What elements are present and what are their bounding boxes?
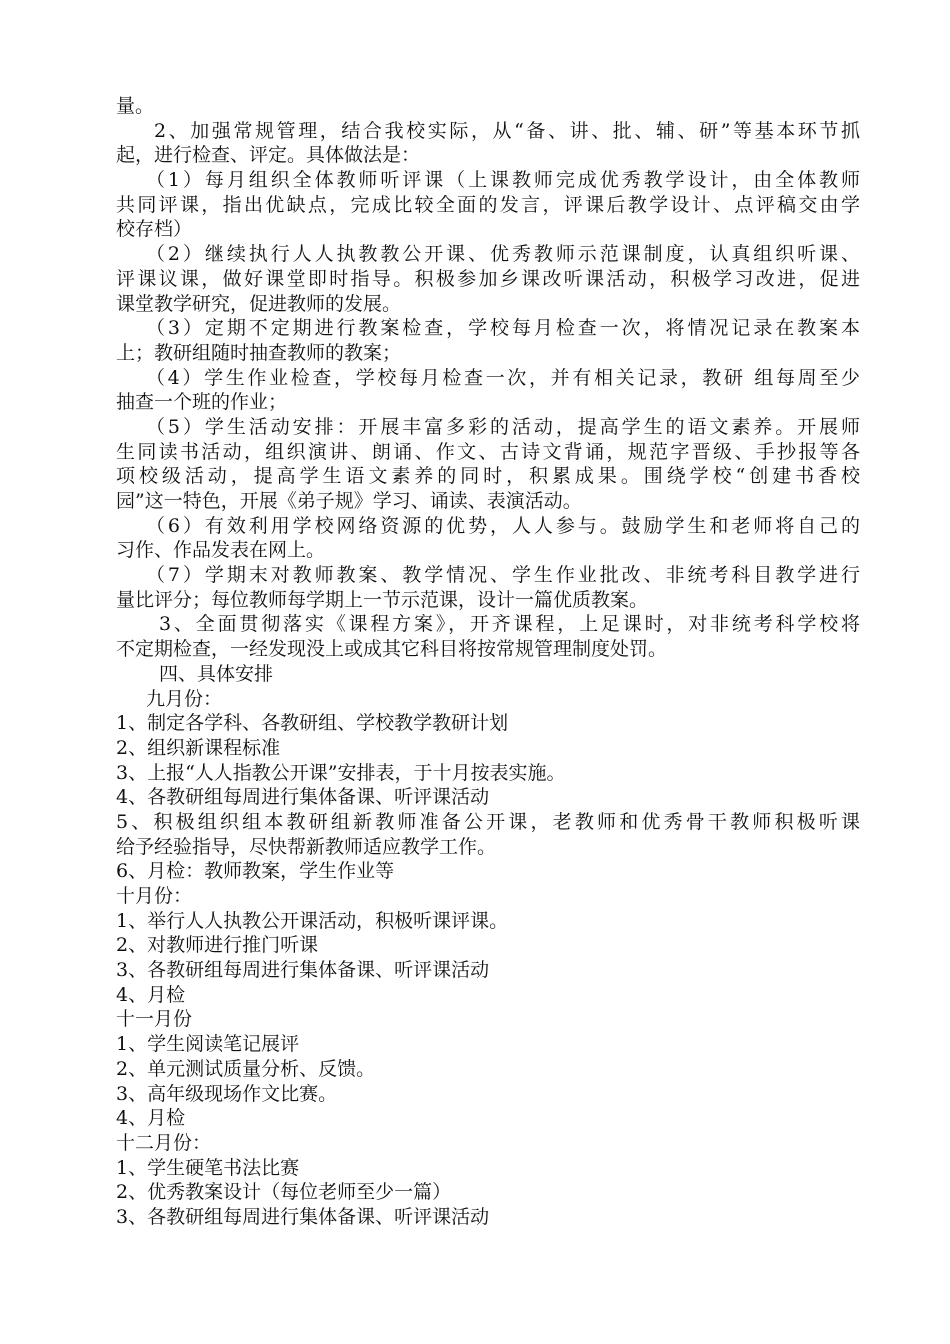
text-line: （4）学生作业检查，学校每月检查一次，并有相关记录，教研 组每周至少 bbox=[146, 366, 860, 389]
list-item: 3、各教研组每周进行集体备课、听评课活动 bbox=[116, 959, 490, 982]
text-line: 项校级活动，提高学生语文素养的同时，积累成果。围绕学校“创建书香校 bbox=[116, 465, 860, 488]
list-item: 4、各教研组每周进行集体备课、听评课活动 bbox=[116, 786, 490, 809]
list-item: 3、上报“人人指教公开课”安排表，于十月按表实施。 bbox=[116, 761, 566, 784]
list-item: 2、对教师进行推门听课 bbox=[116, 934, 319, 957]
text-line: 2、加强常规管理，结合我校实际，从“备、讲、批、辅、研”等基本环节抓 bbox=[154, 119, 860, 142]
text-line: 评课议课，做好课堂即时指导。积极参加乡课改听课活动，积极学习改进，促进 bbox=[116, 267, 860, 290]
text-line: （7）学期末对教师教案、教学情况、学生作业批改、非统考科目教学进行 bbox=[146, 564, 860, 587]
list-item: 2、优秀教案设计（每位老师至少一篇） bbox=[116, 1181, 452, 1204]
text-line: （2）继续执行人人执教教公开课、优秀教师示范课制度，认真组织听课、 bbox=[146, 243, 860, 266]
month-heading: 十二月份： bbox=[116, 1131, 212, 1154]
text-line: 3、全面贯彻落实《课程方案》，开齐课程，上足课时，对非统考科学校将 bbox=[159, 613, 860, 636]
text-line: 起，进行检查、评定。具体做法是： bbox=[116, 144, 421, 167]
list-item: 3、高年级现场作文比赛。 bbox=[116, 1082, 338, 1105]
text-line: （5）学生活动安排：开展丰富多彩的活动，提高学生的语文素养。开展师 bbox=[146, 415, 860, 438]
list-item: 给予经验指导，尽快帮新教师适应教学工作。 bbox=[116, 835, 497, 858]
list-item: 4、月检 bbox=[116, 983, 186, 1006]
text-line: （6）有效利用学校网络资源的优势，人人参与。鼓励学生和老师将自己的 bbox=[146, 514, 860, 537]
text-line: 不定期检查，一经发现没上或成其它科目将按常规管理制度处罚。 bbox=[116, 638, 668, 661]
text-line: 量。 bbox=[116, 95, 155, 117]
text-line: 量比评分；每位教师每学期上一节示范课，设计一篇优质教案。 bbox=[116, 588, 649, 611]
text-line: （3）定期不定期进行教案检查，学校每月检查一次，将情况记录在教案本 bbox=[146, 317, 860, 340]
text-line: 校存档） bbox=[116, 218, 193, 241]
list-item: 1、学生阅读笔记展评 bbox=[116, 1033, 300, 1056]
section-heading: 四、具体安排 bbox=[159, 662, 274, 685]
list-item: 6、月检：教师教案，学生作业等 bbox=[116, 860, 395, 883]
list-item: 2、单元测试质量分析、反馈。 bbox=[116, 1057, 376, 1080]
text-line: 共同评课，指出优缺点，完成比较全面的发言，评课后教学设计、点评稿交由学 bbox=[116, 193, 860, 216]
text-line: 园”这一特色，开展《弟子规》学习、诵读、表演活动。 bbox=[116, 490, 582, 512]
text-line: 习作、作品发表在网上。 bbox=[116, 539, 326, 562]
list-item: 2、组织新课程标准 bbox=[116, 736, 281, 759]
list-item: 5、积极组织组本教研组新教师准备公开课，老教师和优秀骨干教师积极听课 bbox=[116, 810, 860, 833]
text-line: （1）每月组织全体教师听评课（上课教师完成优秀教学设计，由全体教师 bbox=[146, 169, 860, 192]
document-page bbox=[116, 94, 860, 1230]
month-heading: 十月份： bbox=[116, 885, 193, 907]
text-line: 课堂教学研究，促进教师的发展。 bbox=[116, 292, 402, 315]
month-heading: 十一月份 bbox=[116, 1008, 193, 1031]
list-item: 1、制定各学科、各教研组、学校教学教研计划 bbox=[116, 712, 509, 735]
list-item: 1、举行人人执教公开课活动，积极听课评课。 bbox=[116, 909, 509, 932]
list-item: 4、月检 bbox=[116, 1107, 186, 1130]
text-line: 上；教研组随时抽查教师的教案； bbox=[116, 341, 402, 364]
text-line: 抽查一个班的作业； bbox=[116, 391, 288, 414]
list-item: 3、各教研组每周进行集体备课、听评课活动 bbox=[116, 1205, 490, 1228]
month-heading: 九月份： bbox=[146, 687, 223, 710]
text-line: 生同读书活动，组织演讲、朗诵、作文、古诗文背诵，规范字晋级、手抄报等各 bbox=[116, 440, 860, 463]
list-item: 1、学生硬笔书法比赛 bbox=[116, 1156, 300, 1179]
